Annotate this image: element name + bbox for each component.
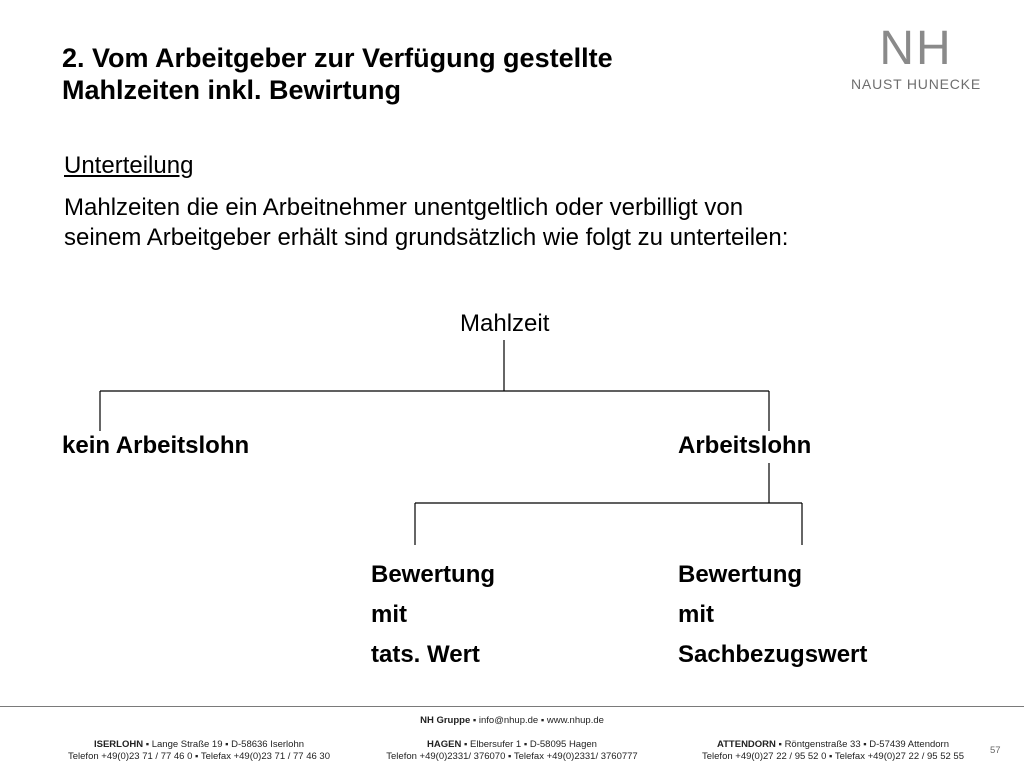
footer-contact bbox=[312, 715, 712, 727]
intro-line-2: seinem Arbeitgeber erhält sind grundsätzlich wie folgt zu unterteilen: bbox=[64, 224, 789, 251]
leaf-right-line-3: Sachbezugswert bbox=[678, 641, 868, 668]
office-phones: Telefon +49(0)27 22 / 95 52 0 ▪ Telefax +49(0)27 22 / 95 52 55 bbox=[702, 751, 964, 762]
section-subheading: Unterteilung bbox=[64, 152, 194, 179]
node-root-mahlzeit: Mahlzeit bbox=[460, 310, 550, 337]
footer-separator: ▪ bbox=[778, 739, 782, 750]
leaf-left-line-2: mit bbox=[371, 601, 407, 628]
leaf-right-line-2: mit bbox=[678, 601, 714, 628]
node-arbeitslohn: Arbeitslohn bbox=[678, 432, 812, 459]
office-city: HAGEN bbox=[427, 739, 462, 750]
page-number: 57 bbox=[990, 745, 1001, 756]
footer-separator: ▪ bbox=[463, 739, 468, 750]
office-address: Elbersufer 1 ▪ D-58095 Hagen bbox=[470, 739, 597, 750]
node-bewertung-sachbezugswert bbox=[678, 555, 867, 675]
leaf-left-line-3: tats. Wert bbox=[371, 641, 480, 668]
slide-title-line-2: Mahlzeiten inkl. Bewirtung bbox=[62, 75, 402, 105]
intro-line-1: Mahlzeiten die ein Arbeitnehmer unentgeltlich oder verbilligt von bbox=[64, 194, 744, 221]
footer-group-name: NH Gruppe bbox=[420, 715, 471, 726]
footer-separator: ▪ bbox=[145, 739, 150, 750]
logo-mark: NH bbox=[879, 22, 953, 75]
footer-separator: ▪ bbox=[540, 715, 545, 726]
office-city: ISERLOHN bbox=[93, 739, 144, 750]
footer-divider bbox=[0, 706, 1024, 707]
footer-office-attendorn bbox=[680, 739, 986, 763]
office-phones: Telefon +49(0)23 71 / 77 46 0 ▪ Telefax +49(0)23 71 / 77 46 30 bbox=[68, 751, 330, 762]
node-bewertung-tats-wert bbox=[371, 555, 495, 675]
slide-title-line-1: 2. Vom Arbeitgeber zur Verfügung gestellte bbox=[62, 43, 613, 73]
node-kein-arbeitslohn: kein Arbeitslohn bbox=[62, 432, 250, 459]
leaf-right-line-1: Bewertung bbox=[678, 561, 803, 588]
footer-separator: ▪ bbox=[472, 715, 477, 726]
office-address: Röntgenstraße 33 ▪ D-57439 Attendorn bbox=[784, 739, 950, 750]
leaf-left-line-1: Bewertung bbox=[371, 561, 496, 588]
footer-office-hagen bbox=[352, 739, 672, 763]
footer-email-link[interactable]: info@nhup.de bbox=[478, 715, 539, 726]
logo-company-name: NAUST HUNECKE bbox=[851, 76, 981, 92]
footer-website-link[interactable]: www.nhup.de bbox=[546, 715, 604, 726]
office-phones: Telefon +49(0)2331/ 376070 ▪ Telefax +49(0)2331/ 3760777 bbox=[386, 751, 638, 762]
office-address: Lange Straße 19 ▪ D-58636 Iserlohn bbox=[151, 739, 305, 750]
footer-office-iserlohn bbox=[40, 739, 358, 763]
office-city: ATTENDORN bbox=[716, 739, 776, 750]
